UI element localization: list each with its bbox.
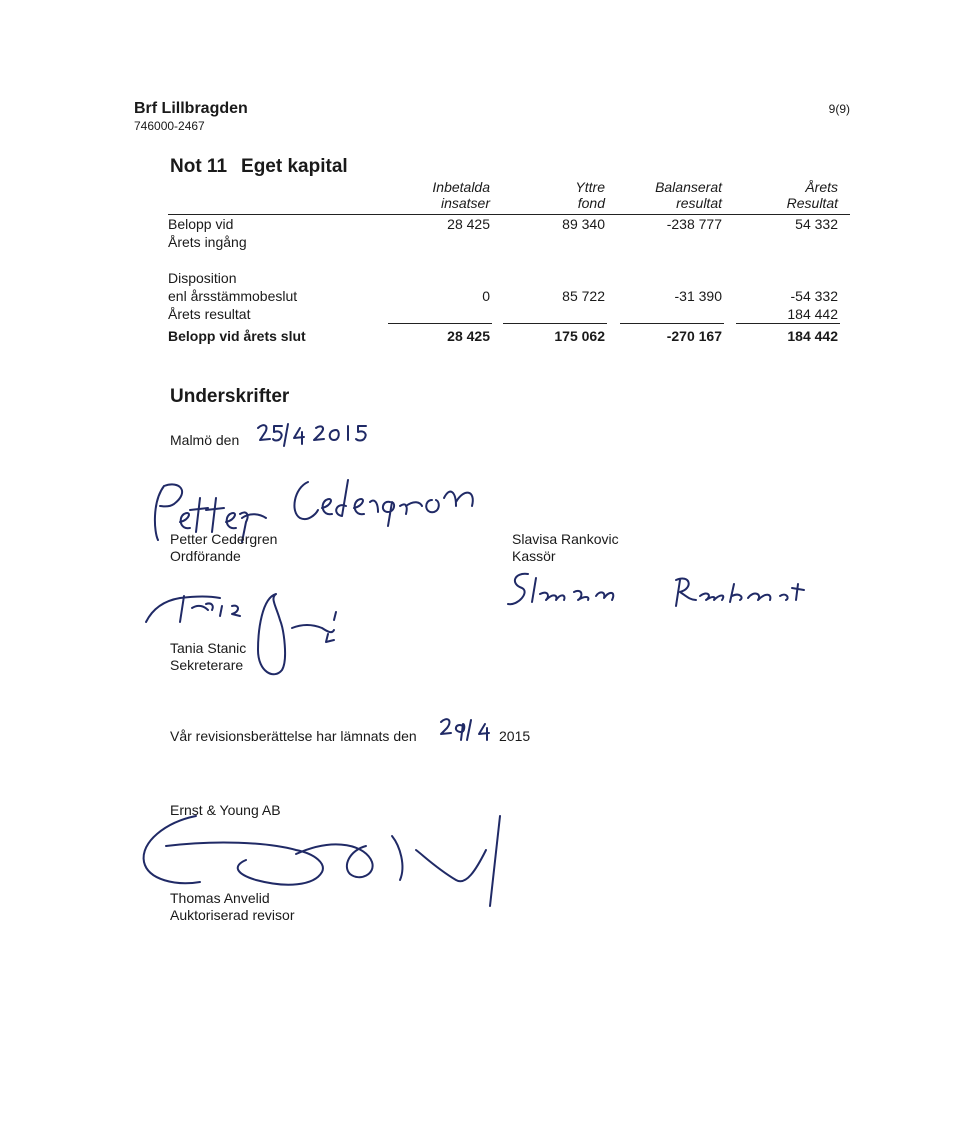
signatory-name: Slavisa Rankovic bbox=[512, 531, 619, 547]
sum-rule bbox=[736, 323, 840, 324]
row-label-opening-sub: Årets ingång bbox=[168, 234, 247, 250]
cell-opening-insatser: 28 425 bbox=[447, 216, 490, 232]
column-header-line: insatser bbox=[440, 195, 490, 211]
row-label-closing: Belopp vid årets slut bbox=[168, 328, 306, 344]
column-header-line: Resultat bbox=[786, 195, 838, 211]
signature-treasurer bbox=[504, 566, 824, 616]
cell-year-result-resultat: 184 442 bbox=[787, 306, 838, 322]
signatory-name: Thomas Anvelid bbox=[170, 890, 270, 906]
column-header-arets-resultat bbox=[738, 179, 838, 211]
audit-statement: Vår revisionsberättelse har lämnats den bbox=[170, 728, 417, 744]
organization-number: 746000-2467 bbox=[134, 119, 205, 133]
page-number: 9(9) bbox=[828, 102, 850, 116]
signatory-role: Ordförande bbox=[170, 548, 241, 564]
cell-closing-fond: 175 062 bbox=[554, 328, 605, 344]
signatory-role: Auktoriserad revisor bbox=[170, 907, 295, 923]
cell-disposition-balanserat: -31 390 bbox=[674, 288, 722, 304]
signatory-role: Kassör bbox=[512, 548, 556, 564]
row-label-disposition-heading: Disposition bbox=[168, 270, 237, 286]
column-header-yttre-fond bbox=[505, 179, 605, 211]
row-label-year-result: Årets resultat bbox=[168, 306, 251, 322]
signatory-name: Petter Cedergren bbox=[170, 531, 278, 547]
cell-opening-balanserat: -238 777 bbox=[666, 216, 722, 232]
signature-secretary bbox=[252, 590, 352, 690]
cell-closing-balanserat: -270 167 bbox=[666, 328, 722, 344]
column-header-line: Inbetalda bbox=[432, 179, 490, 195]
row-label-opening: Belopp vid bbox=[168, 216, 234, 232]
column-header-line: fond bbox=[577, 195, 605, 211]
column-header-line: Yttre bbox=[575, 179, 605, 195]
column-header-balanserat-resultat bbox=[612, 179, 722, 211]
signatory-treasurer bbox=[512, 531, 619, 565]
signatory-chair bbox=[170, 531, 277, 565]
sum-rule bbox=[620, 323, 724, 324]
cell-opening-fond: 89 340 bbox=[562, 216, 605, 232]
cell-disposition-resultat: -54 332 bbox=[790, 288, 838, 304]
signatory-name: Tania Stanic bbox=[170, 640, 247, 656]
column-header-line: Balanserat bbox=[655, 179, 722, 195]
handwritten-date-signing bbox=[256, 422, 376, 452]
column-header-line: Årets bbox=[805, 179, 838, 195]
cell-closing-insatser: 28 425 bbox=[447, 328, 490, 344]
note-number: Not 11 bbox=[170, 156, 228, 177]
audit-year: 2015 bbox=[499, 728, 531, 744]
cell-disposition-fond: 85 722 bbox=[562, 288, 605, 304]
column-header-inbetalda-insatser bbox=[390, 179, 490, 211]
signatures-heading: Underskrifter bbox=[170, 386, 290, 407]
signatory-auditor bbox=[170, 890, 295, 924]
note-heading: Eget kapital bbox=[241, 156, 348, 177]
column-header-line: resultat bbox=[676, 195, 722, 211]
cell-disposition-insatser: 0 bbox=[482, 288, 490, 304]
handwritten-date-audit bbox=[437, 716, 497, 746]
cell-opening-resultat: 54 332 bbox=[795, 216, 838, 232]
cell-closing-resultat: 184 442 bbox=[787, 328, 838, 344]
sum-rule bbox=[503, 323, 607, 324]
place-label: Malmö den bbox=[170, 432, 240, 448]
note-title bbox=[170, 156, 362, 178]
sum-rule bbox=[388, 323, 492, 324]
row-label-disposition: enl årsstämmobeslut bbox=[168, 288, 298, 304]
audit-firm: Ernst & Young AB bbox=[170, 802, 281, 818]
signatory-secretary bbox=[170, 640, 246, 674]
signatory-role: Sekreterare bbox=[170, 657, 244, 673]
table-header-rule bbox=[168, 214, 850, 215]
organization-name: Brf Lillbragden bbox=[134, 100, 248, 117]
